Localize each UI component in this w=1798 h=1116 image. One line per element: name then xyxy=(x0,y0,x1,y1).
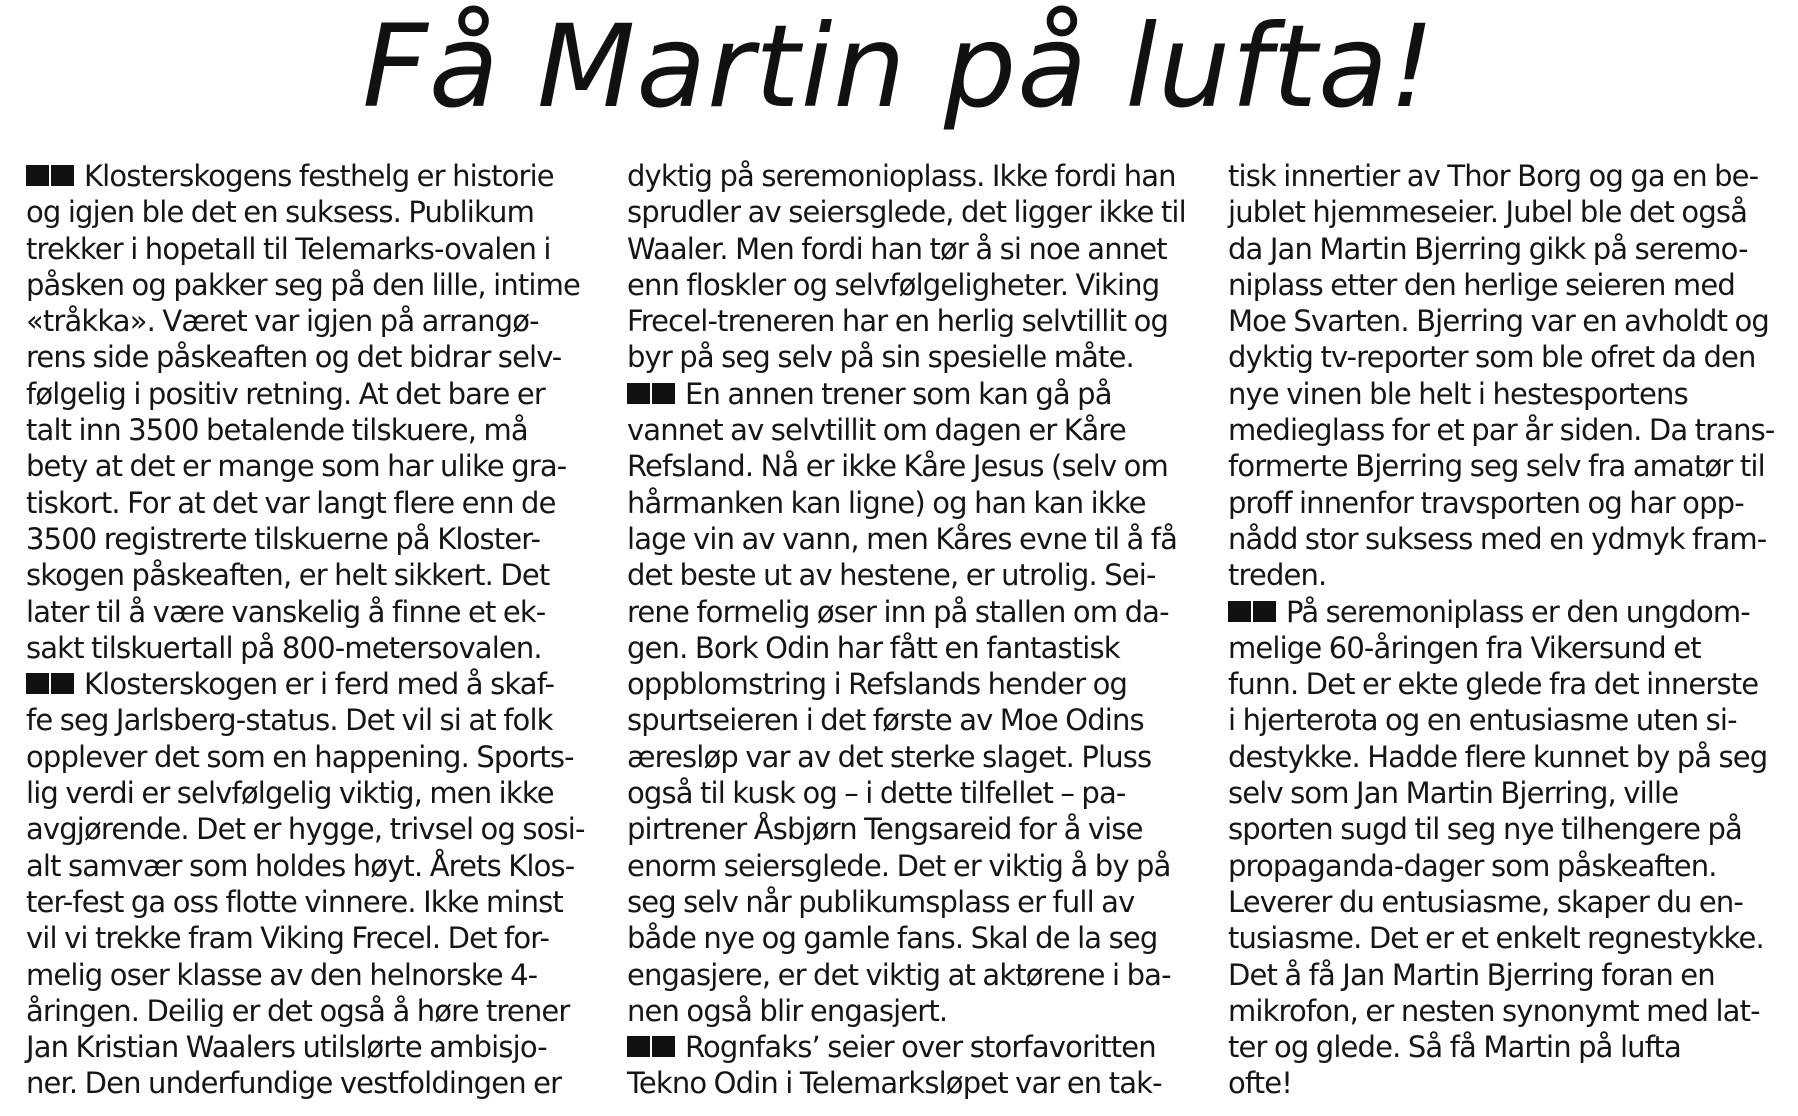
line-text: da Jan Martin Bjerring gikk på seremo- xyxy=(1228,231,1748,266)
text-line xyxy=(26,957,586,993)
text-line xyxy=(627,376,1187,412)
line-text: melig oser klasse av den helnorske 4- xyxy=(26,957,538,992)
text-line xyxy=(26,702,586,738)
text-line xyxy=(627,957,1187,993)
line-text: Tekno Odin i Telemarksløpet var en tak- xyxy=(627,1066,1162,1101)
text-line xyxy=(1228,993,1788,1029)
text-line xyxy=(26,630,586,666)
text-line xyxy=(1228,594,1788,630)
line-text: destykke. Hadde flere kunnet by på seg xyxy=(1228,739,1768,774)
line-text: funn. Det er ekte glede fra det innerste xyxy=(1228,667,1759,702)
text-line xyxy=(1228,666,1788,702)
paragraph-marker-icon xyxy=(26,673,76,694)
line-text: talt inn 3500 betalende tilskuere, må xyxy=(26,413,528,448)
text-line xyxy=(1228,848,1788,884)
line-text: formerte Bjerring seg selv fra amatør til xyxy=(1228,449,1765,484)
text-line xyxy=(627,1029,1187,1065)
headline: Få Martin på lufta! xyxy=(362,0,1436,133)
text-line xyxy=(26,557,586,593)
line-text: Waaler. Men fordi han tør å si noe annet xyxy=(627,231,1167,266)
text-line xyxy=(1228,557,1788,593)
line-text: 3500 registrerte tilskuerne på Kloster- xyxy=(26,521,541,556)
text-line xyxy=(26,1029,586,1065)
text-line xyxy=(1228,1065,1788,1101)
line-text: Leverer du entusiasme, skaper du en- xyxy=(1228,884,1743,919)
line-text: later til å være vanskelig å finne et ek- xyxy=(26,594,546,629)
text-line xyxy=(627,630,1187,666)
text-line xyxy=(26,993,586,1029)
line-text: rens side påskeaften og det bidrar selv- xyxy=(26,340,562,375)
text-line xyxy=(1228,448,1788,484)
line-text: dyktig på seremonioplass. Ikke fordi han xyxy=(627,159,1176,193)
text-line xyxy=(26,848,586,884)
text-line xyxy=(26,231,586,267)
line-text: opplever det som en happening. Sports- xyxy=(26,739,574,774)
text-line xyxy=(1228,920,1788,956)
text-line xyxy=(1228,158,1788,194)
paragraph-marker-icon xyxy=(1228,601,1278,622)
line-text: propaganda-dager som påskeaften. xyxy=(1228,848,1717,883)
line-text: seg selv når publikumsplass er full av xyxy=(627,884,1135,919)
text-line xyxy=(26,485,586,521)
text-line xyxy=(627,303,1187,339)
text-line xyxy=(26,1065,586,1101)
text-line xyxy=(627,412,1187,448)
text-line xyxy=(627,811,1187,847)
line-text: ofte! xyxy=(1228,1066,1293,1101)
text-line xyxy=(1228,957,1788,993)
line-text: På seremoniplass er den ungdom- xyxy=(1286,594,1750,629)
line-text: tisk innertier av Thor Borg og ga en be- xyxy=(1228,159,1759,193)
line-text: tiskort. For at det var langt flere enn de xyxy=(26,485,556,520)
text-line xyxy=(26,339,586,375)
text-line xyxy=(1228,884,1788,920)
line-text: enn floskler og selvfølgeligheter. Viking xyxy=(627,267,1160,302)
text-line xyxy=(627,448,1187,484)
line-text: hårmanken kan ligne) og han kan ikke xyxy=(627,485,1146,520)
text-line xyxy=(627,339,1187,375)
line-text: niplass etter den herlige seieren med xyxy=(1228,267,1735,302)
text-line xyxy=(26,666,586,702)
line-text: Det å få Jan Martin Bjerring foran en xyxy=(1228,957,1715,992)
line-text: avgjørende. Det er hygge, trivsel og sosi- xyxy=(26,812,585,847)
text-line xyxy=(627,231,1187,267)
text-line xyxy=(26,376,586,412)
line-text: fe seg Jarlsberg-status. Det vil si at folk xyxy=(26,703,553,738)
text-line xyxy=(26,521,586,557)
text-line xyxy=(627,158,1187,194)
line-text: engasjere, er det viktig at aktørene i ba- xyxy=(627,957,1171,992)
line-text: trekker i hopetall til Telemarks-ovalen i xyxy=(26,231,551,266)
line-text: ner. Den underfundige vestfoldingen er xyxy=(26,1066,562,1101)
line-text: enorm seiersglede. Det er viktig å by på xyxy=(627,848,1171,883)
line-text: påsken og pakker seg på den lille, intime xyxy=(26,267,581,302)
line-text: treden. xyxy=(1228,558,1327,593)
paragraph-marker-icon xyxy=(26,165,76,186)
line-text: oppblomstring i Refslands hender og xyxy=(627,667,1128,702)
text-line xyxy=(627,702,1187,738)
text-line xyxy=(26,194,586,230)
line-text: nådd stor suksess med en ydmyk fram- xyxy=(1228,521,1767,556)
text-line xyxy=(26,811,586,847)
line-text: alt samvær som holdes høyt. Årets Klos- xyxy=(26,848,575,883)
text-line xyxy=(627,666,1187,702)
article-column-1 xyxy=(26,158,586,1102)
text-line xyxy=(627,485,1187,521)
text-line xyxy=(26,594,586,630)
line-text: spurtseieren i det første av Moe Odins xyxy=(627,703,1144,738)
line-text: dyktig tv-reporter som ble ofret da den xyxy=(1228,340,1756,375)
text-line xyxy=(627,521,1187,557)
line-text: lig verdi er selvfølgelig viktig, men ikke xyxy=(26,776,554,811)
line-text: mikrofon, er nesten synonymt med lat- xyxy=(1228,993,1760,1028)
text-line xyxy=(627,775,1187,811)
line-text: følgelig i positiv retning. At det bare er xyxy=(26,376,545,411)
line-text: vannet av selvtillit om dagen er Kåre xyxy=(627,413,1126,448)
line-text: selv som Jan Martin Bjerring, ville xyxy=(1228,776,1679,811)
text-line xyxy=(627,993,1187,1029)
line-text: Klosterskogen er i ferd med å skaf- xyxy=(84,667,555,702)
line-text: nye vinen ble helt i hestesportens xyxy=(1228,376,1688,411)
text-line xyxy=(1228,267,1788,303)
line-text: sprudler av seiersglede, det ligger ikke til xyxy=(627,195,1186,230)
text-line xyxy=(1228,231,1788,267)
line-text: gen. Bork Odin har fått en fantastisk xyxy=(627,630,1120,665)
text-line xyxy=(627,1065,1187,1101)
line-text: det beste ut av hestene, er utrolig. Sei- xyxy=(627,558,1156,593)
text-line xyxy=(26,158,586,194)
text-line xyxy=(1228,630,1788,666)
line-text: medieglass for et par år siden. Da trans- xyxy=(1228,413,1775,448)
text-line xyxy=(1228,739,1788,775)
text-line xyxy=(26,739,586,775)
text-line xyxy=(627,884,1187,920)
text-line xyxy=(1228,1029,1788,1065)
line-text: rene formelig øser inn på stallen om da- xyxy=(627,594,1169,629)
text-line xyxy=(627,594,1187,630)
text-line xyxy=(1228,376,1788,412)
line-text: bety at det er mange som har ulike gra- xyxy=(26,449,567,484)
line-text: Frecel-treneren har en herlig selvtillit og xyxy=(627,304,1169,339)
text-line xyxy=(26,448,586,484)
line-text: både nye og gamle fans. Skal de la seg xyxy=(627,921,1158,956)
line-text: nen også blir engasjert. xyxy=(627,993,948,1028)
paragraph-marker-icon xyxy=(627,383,677,404)
line-text: Rognfaks’ seier over storfavoritten xyxy=(685,1030,1156,1065)
text-line xyxy=(1228,194,1788,230)
line-text: Refsland. Nå er ikke Kåre Jesus (selv om xyxy=(627,449,1168,484)
line-text: jublet hjemmeseier. Jubel ble det også xyxy=(1228,195,1748,230)
text-line xyxy=(1228,339,1788,375)
text-line xyxy=(627,848,1187,884)
line-text: ter-fest ga oss flotte vinnere. Ikke minst xyxy=(26,884,563,919)
line-text: En annen trener som kan gå på xyxy=(685,376,1112,411)
line-text: skogen påskeaften, er helt sikkert. Det xyxy=(26,558,550,593)
line-text: også til kusk og – i dette tilfellet – pa- xyxy=(627,776,1126,811)
text-line xyxy=(627,557,1187,593)
text-line xyxy=(26,303,586,339)
text-line xyxy=(1228,521,1788,557)
text-line xyxy=(1228,412,1788,448)
line-text: «tråkka». Været var igjen på arrangø- xyxy=(26,304,539,339)
line-text: pirtrener Åsbjørn Tengsareid for å vise xyxy=(627,812,1143,847)
line-text: melige 60-åringen fra Vikersund et xyxy=(1228,630,1701,665)
text-line xyxy=(1228,303,1788,339)
text-line xyxy=(26,884,586,920)
text-line xyxy=(627,267,1187,303)
line-text: i hjerterota og en entusiasme uten si- xyxy=(1228,703,1737,738)
text-line xyxy=(26,775,586,811)
line-text: vil vi trekke fram Viking Frecel. Det for- xyxy=(26,921,550,956)
article-column-3 xyxy=(1228,158,1788,1102)
text-line xyxy=(1228,775,1788,811)
text-line xyxy=(1228,702,1788,738)
paragraph-marker-icon xyxy=(627,1036,677,1057)
line-text: byr på seg selv på sin spesielle måte. xyxy=(627,340,1134,375)
text-line xyxy=(1228,811,1788,847)
line-text: ter og glede. Så få Martin på lufta xyxy=(1228,1030,1681,1065)
text-line xyxy=(627,920,1187,956)
line-text: Moe Svarten. Bjerring var en avholdt og xyxy=(1228,304,1769,339)
text-line xyxy=(26,920,586,956)
line-text: Klosterskogens festhelg er historie xyxy=(84,159,554,193)
line-text: æresløp var av det sterke slaget. Pluss xyxy=(627,739,1152,774)
line-text: lage vin av vann, men Kåres evne til å få xyxy=(627,521,1178,556)
line-text: sakt tilskuertall på 800-metersovalen. xyxy=(26,630,542,665)
line-text: proff innenfor travsporten og har opp- xyxy=(1228,485,1744,520)
text-line xyxy=(1228,485,1788,521)
text-line xyxy=(627,194,1187,230)
text-line xyxy=(26,412,586,448)
line-text: og igjen ble det en suksess. Publikum xyxy=(26,195,534,230)
article-column-2 xyxy=(627,158,1187,1102)
line-text: tusiasme. Det er et enkelt regnestykke. xyxy=(1228,921,1764,956)
text-line xyxy=(627,739,1187,775)
line-text: sporten sugd til seg nye tilhengere på xyxy=(1228,812,1742,847)
text-line xyxy=(26,267,586,303)
line-text: åringen. Deilig er det også å høre trener xyxy=(26,993,570,1028)
line-text: Jan Kristian Waalers utilslørte ambisjo- xyxy=(26,1030,547,1065)
